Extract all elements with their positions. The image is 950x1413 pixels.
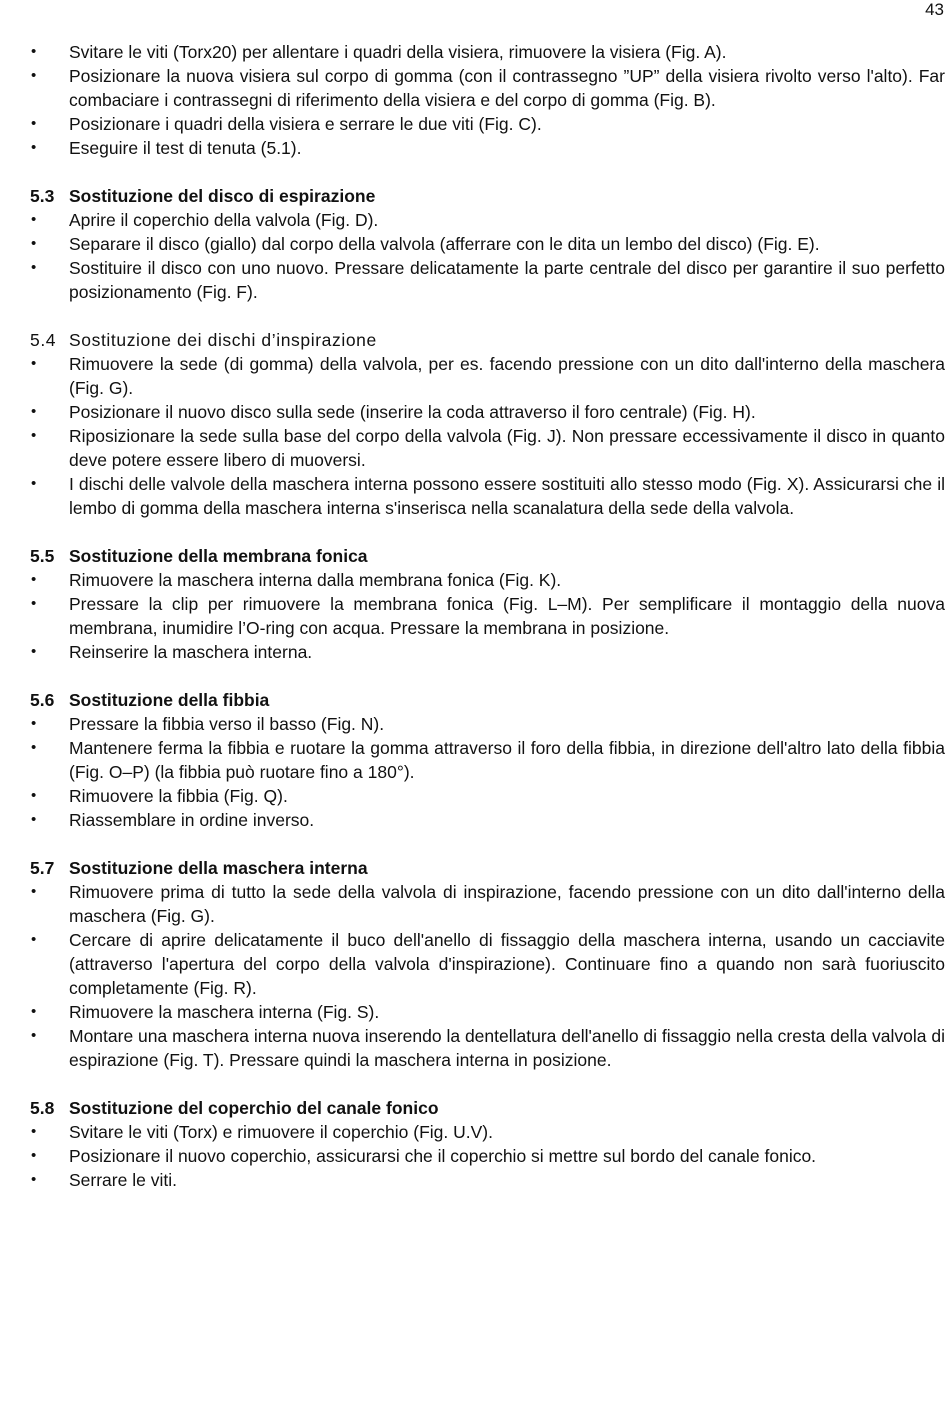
list-item: • Cercare di aprire delicatamente il buco dell'anello di fissaggio della maschera interna, usando un cacciavite (attraverso l'apertura del corpo della valvola d'inspirazione). Continuare fino a quando non sarà fuoriuscito completamente (Fig. R). [30, 928, 945, 1000]
list-item: • Aprire il coperchio della valvola (Fig. D). [30, 208, 945, 232]
list-item: • Eseguire il test di tenuta (5.1). [30, 136, 945, 160]
list-item: • Posizionare il nuovo coperchio, assicurarsi che il coperchio si mettre sul bordo del canale fonico. [30, 1144, 945, 1168]
section-5-3 [30, 184, 945, 304]
list-item: • Rimuovere prima di tutto la sede della valvola di inspirazione, facendo pressione con un dito dall'interno della maschera (Fig. G). [30, 880, 945, 928]
list-item: • Rimuovere la maschera interna (Fig. S). [30, 1000, 945, 1024]
list-item: • I dischi delle valvole della maschera interna possono essere sostituiti allo stesso modo (Fig. X). Assicurarsi che il lembo di gomma della maschera interna s'inserisca nella scanalatura della sede della valvola. [30, 472, 945, 520]
list-item: • Separare il disco (giallo) dal corpo della valvola (afferrare con le dita un lembo del disco) (Fig. E). [30, 232, 945, 256]
list-item: • Reinserire la maschera interna. [30, 640, 945, 664]
section-title: Sostituzione del disco di espirazione [69, 186, 376, 206]
list-item: • Serrare le viti. [30, 1168, 945, 1192]
intro-list [30, 40, 945, 160]
section-heading [30, 328, 945, 352]
list-item: • Montare una maschera interna nuova inserendo la dentellatura dell'anello di fissaggio nella cresta della valvola di espirazione (Fig. T). Pressare quindi la maschera interna in posizione. [30, 1024, 945, 1072]
section-number: 5.4 [30, 330, 57, 350]
section-title: Sostituzione della maschera interna [69, 858, 368, 878]
list-item: • Rimuovere la sede (di gomma) della valvola, per es. facendo pressione con un dito dall'interno della maschera (Fig. G). [30, 352, 945, 400]
section-heading [30, 184, 945, 208]
section-list [30, 880, 945, 1072]
section-number: 5.6 [30, 690, 55, 710]
list-item: • Svitare le viti (Torx) e rimuovere il coperchio (Fig. U.V). [30, 1120, 945, 1144]
section-5-6 [30, 688, 945, 832]
list-item: • Riposizionare la sede sulla base del corpo della valvola (Fig. J). Non pressare eccessivamente il disco in quanto deve potere essere libero di muoversi. [30, 424, 945, 472]
section-list [30, 352, 945, 520]
section-number: 5.8 [30, 1098, 55, 1118]
section-number: 5.3 [30, 186, 55, 206]
list-item: • Svitare le viti (Torx20) per allentare i quadri della visiera, rimuovere la visiera (Fig. A). [30, 40, 945, 64]
section-list [30, 712, 945, 832]
section-5-4 [30, 328, 945, 520]
list-item: • Posizionare il nuovo disco sulla sede (inserire la coda attraverso il foro centrale) (Fig. H). [30, 400, 945, 424]
section-list [30, 568, 945, 664]
section-5-8 [30, 1096, 945, 1192]
section-5-5 [30, 544, 945, 664]
section-number: 5.7 [30, 858, 55, 878]
section-title: Sostituzione della membrana fonica [69, 546, 368, 566]
page-number: 43 [925, 0, 944, 19]
section-heading [30, 1096, 945, 1120]
list-item: • Pressare la fibbia verso il basso (Fig. N). [30, 712, 945, 736]
section-title: Sostituzione del coperchio del canale fonico [69, 1098, 439, 1118]
section-heading [30, 544, 945, 568]
list-item: • Posizionare i quadri della visiera e serrare le due viti (Fig. C). [30, 112, 945, 136]
section-title: Sostituzione della fibbia [69, 690, 270, 710]
section-title: Sostituzione dei dischi d’inspirazione [69, 330, 377, 350]
section-list [30, 208, 945, 304]
section-heading [30, 688, 945, 712]
section-number: 5.5 [30, 546, 55, 566]
list-item: • Sostituire il disco con uno nuovo. Pressare delicatamente la parte centrale del disco per garantire il suo perfetto posizionamento (Fig. F). [30, 256, 945, 304]
document-body [30, 40, 945, 1192]
section-list [30, 1120, 945, 1192]
list-item: • Riassemblare in ordine inverso. [30, 808, 945, 832]
section-heading [30, 856, 945, 880]
list-item: • Rimuovere la fibbia (Fig. Q). [30, 784, 945, 808]
list-item: • Pressare la clip per rimuovere la membrana fonica (Fig. L–M). Per semplificare il montaggio della nuova membrana, inumidire l’O-ring con acqua. Pressare la membrana in posizione. [30, 592, 945, 640]
list-item: • Posizionare la nuova visiera sul corpo di gomma (con il contrassegno ”UP” della visiera rivolto verso l'alto). Far combaciare i contrassegni di riferimento della visiera e del corpo di gomma (Fig. B). [30, 64, 945, 112]
list-item: • Mantenere ferma la fibbia e ruotare la gomma attraverso il foro della fibbia, in direzione dell'altro lato della fibbia (Fig. O–P) (la fibbia può ruotare fino a 180°). [30, 736, 945, 784]
list-item: • Rimuovere la maschera interna dalla membrana fonica (Fig. K). [30, 568, 945, 592]
section-5-7 [30, 856, 945, 1072]
